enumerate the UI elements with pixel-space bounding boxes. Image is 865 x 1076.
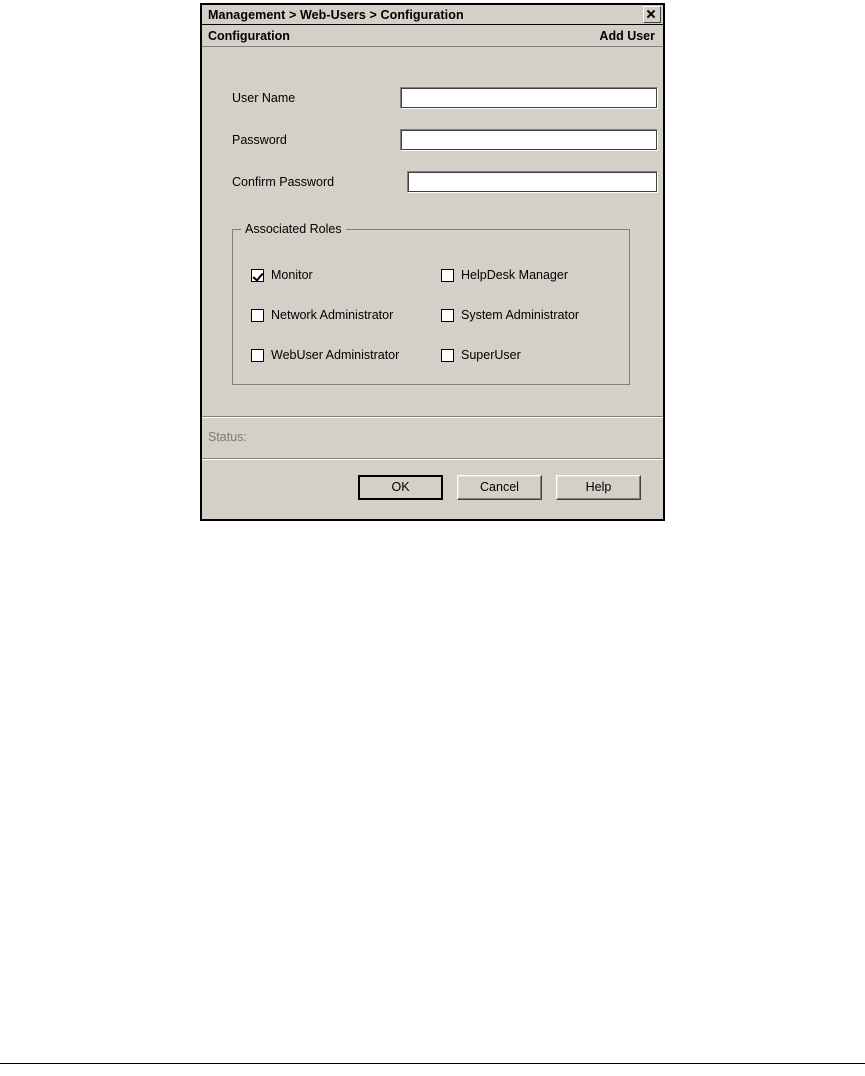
close-icon[interactable] [643,6,661,23]
password-row [232,128,632,152]
dialog-title-bar [202,5,663,25]
separator-above-status [202,416,663,418]
label-webuser-administrator: WebUser Administrator [271,348,400,362]
subheader-left-label: Configuration [208,28,290,43]
add-user-link[interactable]: Add User [599,28,655,43]
dialog-button-row [202,475,663,500]
confirm-password-label: Confirm Password [232,175,335,189]
role-row-system-administrator[interactable] [441,308,579,322]
role-row-network-administrator[interactable] [251,308,393,322]
role-row-webuser-administrator[interactable] [251,348,399,362]
associated-roles-legend: Associated Roles [241,222,346,236]
ok-button[interactable]: OK [358,475,443,500]
password-label: Password [232,133,287,147]
dialog-body [202,47,663,518]
label-system-administrator: System Administrator [461,308,580,322]
user-name-label: User Name [232,91,296,105]
user-name-input[interactable] [400,87,658,109]
associated-roles-group [232,222,630,385]
checkbox-helpdesk-manager[interactable] [441,269,454,282]
checkbox-webuser-administrator[interactable] [251,349,264,362]
label-helpdesk-manager: HelpDesk Manager [461,268,568,282]
role-row-helpdesk-manager[interactable] [441,268,568,282]
separator-below-status [202,458,663,460]
dialog-subheader [202,25,663,47]
role-row-monitor[interactable] [251,268,313,282]
web-users-configuration-dialog [200,3,665,521]
label-network-administrator: Network Administrator [271,308,394,322]
checkbox-superuser[interactable] [441,349,454,362]
checkbox-system-administrator[interactable] [441,309,454,322]
label-superuser: SuperUser [461,348,521,362]
cancel-button[interactable]: Cancel [457,475,542,500]
dialog-title: Management > Web-Users > Configuration [208,7,464,22]
help-button[interactable]: Help [556,475,641,500]
page-bottom-rule [0,1063,865,1064]
role-row-superuser[interactable] [441,348,521,362]
confirm-password-input[interactable] [407,171,658,193]
status-label: Status: [208,430,247,444]
label-monitor: Monitor [271,268,313,282]
status-bar [202,422,663,452]
user-name-row [232,86,632,110]
checkbox-monitor[interactable] [251,269,264,282]
confirm-password-row [232,170,632,194]
checkbox-network-administrator[interactable] [251,309,264,322]
password-input[interactable] [400,129,658,151]
